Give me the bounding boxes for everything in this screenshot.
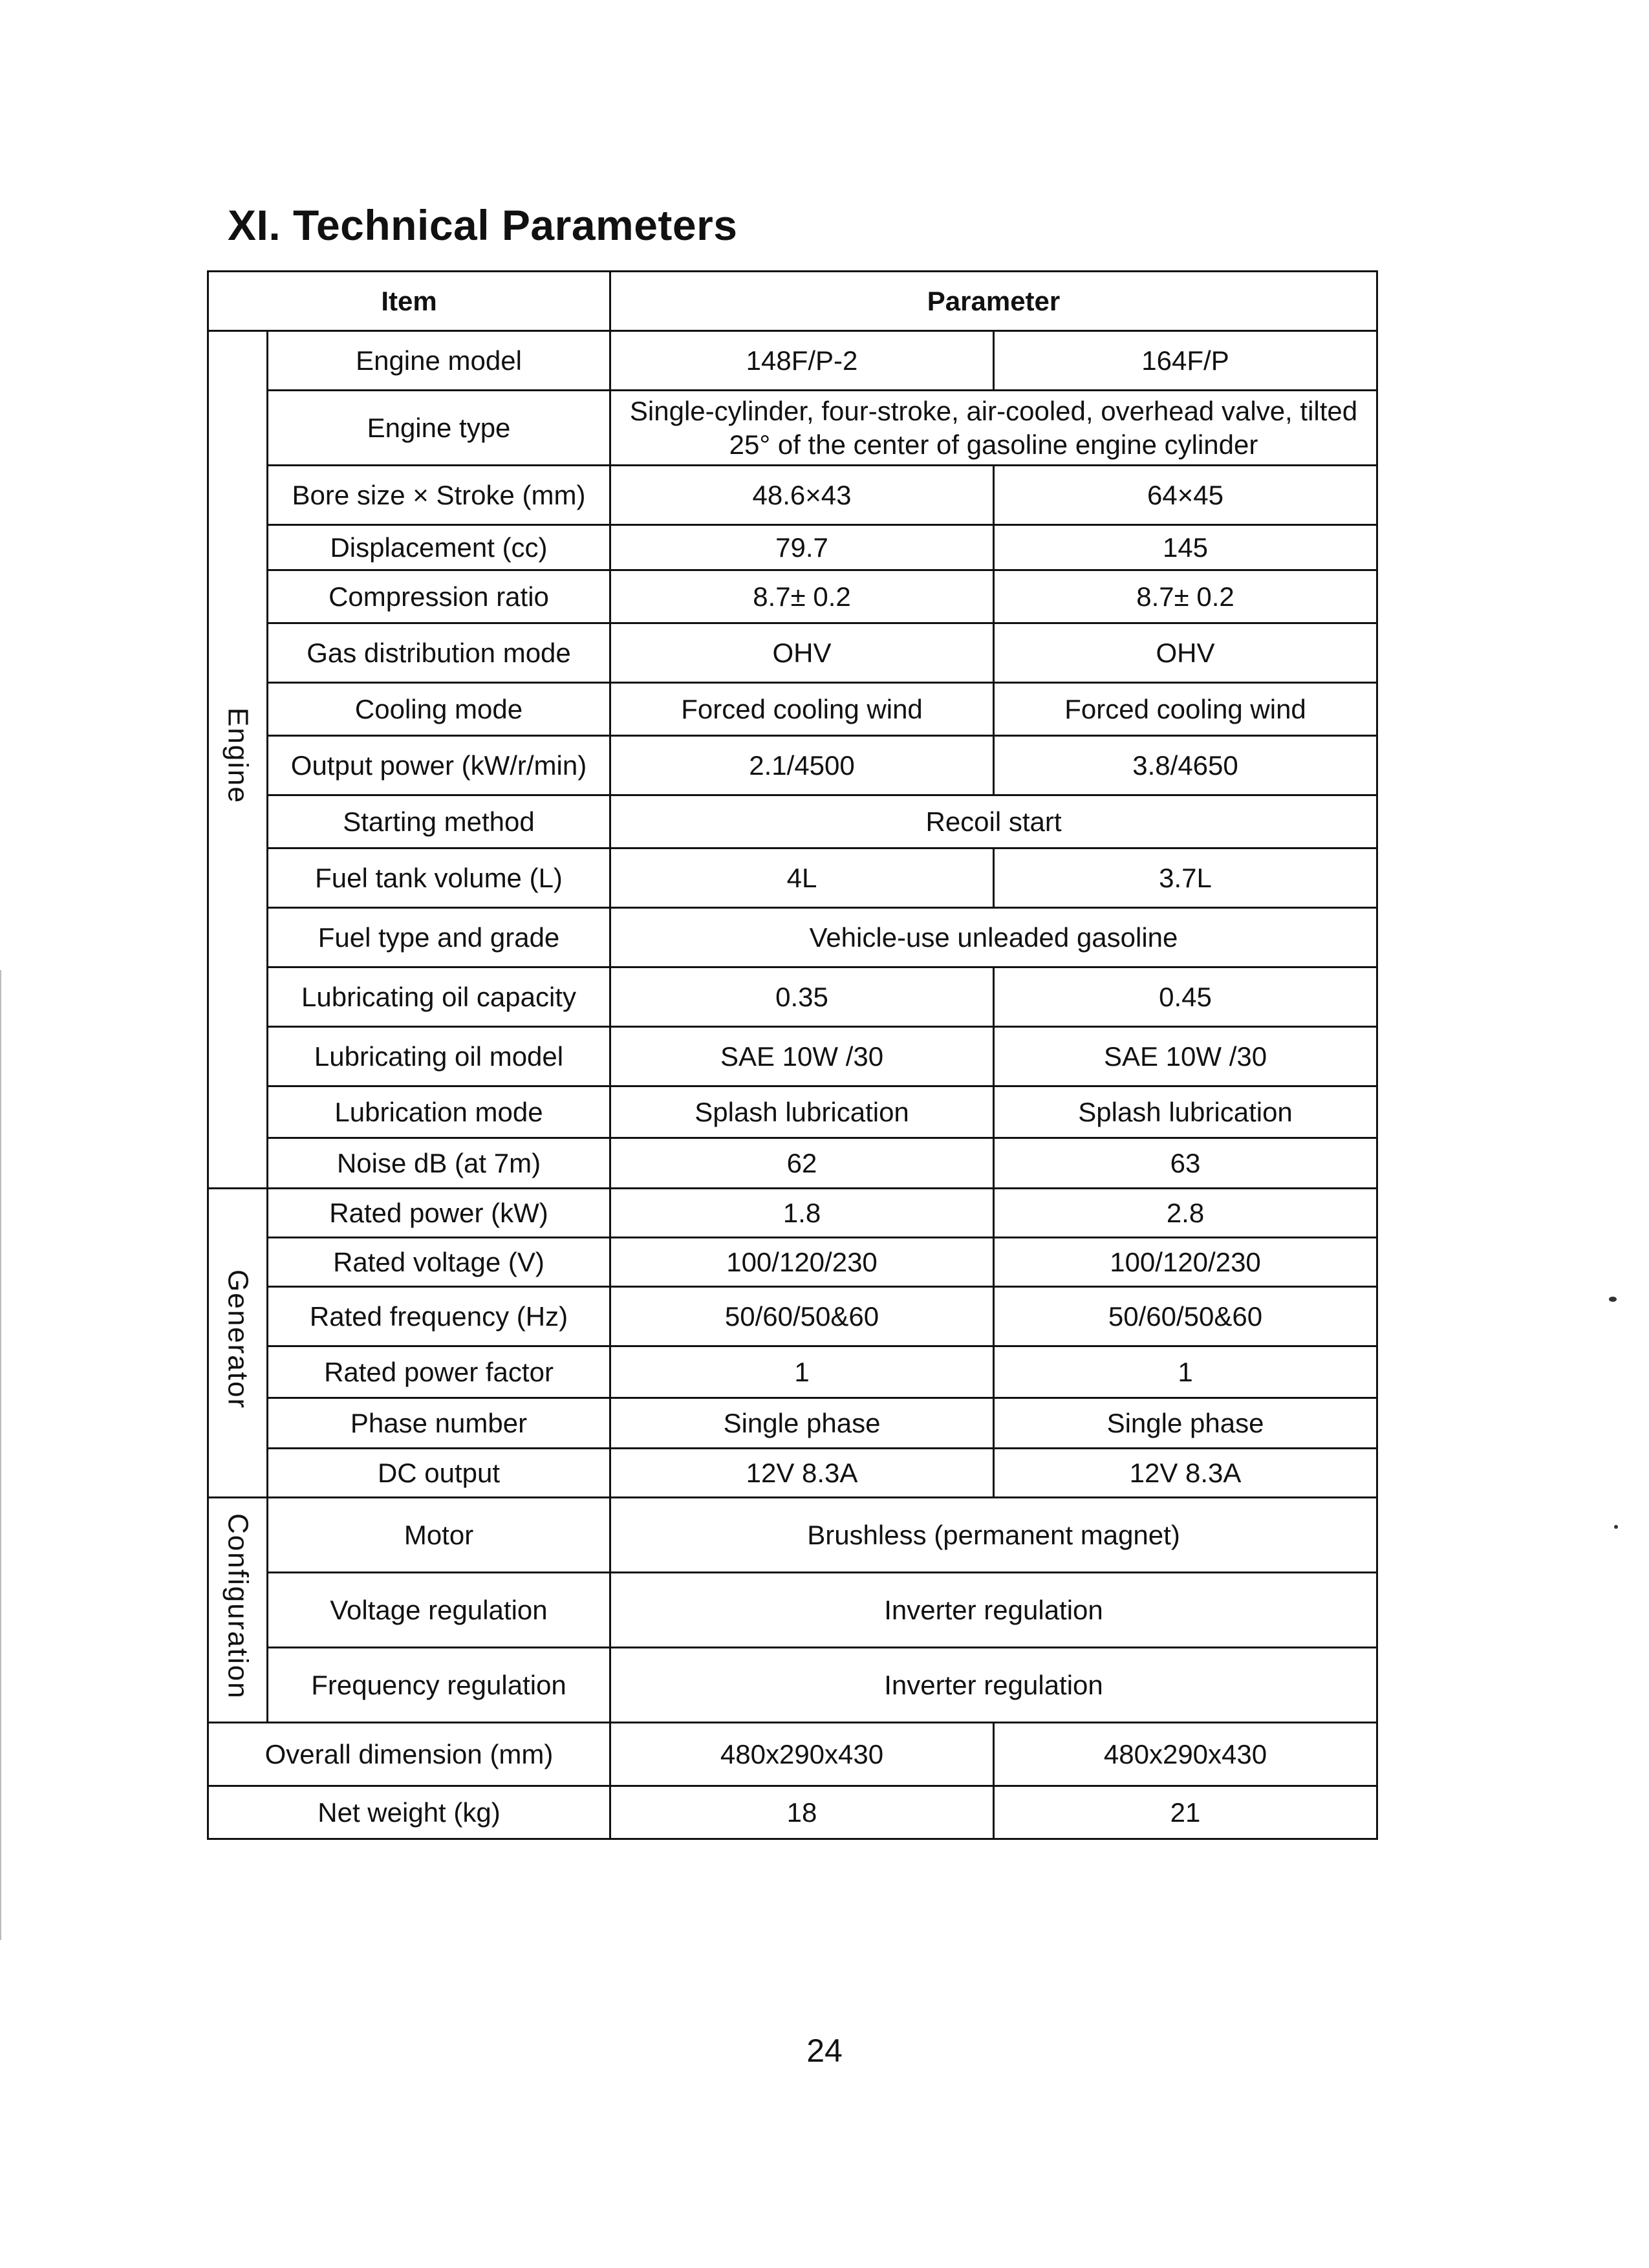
row-value-148fp: 18: [610, 1786, 994, 1839]
row-value-merged: Inverter regulation: [610, 1573, 1377, 1648]
group-engine-label: Engine: [222, 707, 254, 805]
row-value-148fp: Forced cooling wind: [610, 683, 994, 736]
table-row: [208, 1238, 1377, 1287]
row-label: Overall dimension (mm): [208, 1723, 610, 1786]
row-label: Phase number: [268, 1398, 610, 1449]
row-value-148fp: 62: [610, 1138, 994, 1189]
scan-edge-mark: [0, 970, 1, 1940]
row-value-merged: Brushless (permanent magnet): [610, 1498, 1377, 1573]
row-label: Starting method: [268, 795, 610, 848]
table-row: [208, 391, 1377, 466]
row-label: Engine model: [268, 331, 610, 391]
row-value-164fp: 50/60/50&60: [994, 1287, 1377, 1346]
row-value-148fp: 1: [610, 1346, 994, 1398]
row-label: Frequency regulation: [268, 1648, 610, 1723]
technical-parameters-table: [207, 270, 1378, 1840]
row-label: Lubricating oil capacity: [268, 967, 610, 1027]
table-row: [208, 1398, 1377, 1449]
row-label: Bore size × Stroke (mm): [268, 466, 610, 525]
row-value-164fp: 64×45: [994, 466, 1377, 525]
row-value-164fp: 164F/P: [994, 331, 1377, 391]
row-value-148fp: 12V 8.3A: [610, 1449, 994, 1498]
scan-speck: [1614, 1525, 1618, 1529]
table-row: [208, 466, 1377, 525]
row-value-148fp: 50/60/50&60: [610, 1287, 994, 1346]
table-row: [208, 683, 1377, 736]
table-row: [208, 1138, 1377, 1189]
table-row: [208, 1723, 1377, 1786]
row-value-148fp: 79.7: [610, 525, 994, 570]
row-value-148fp: Splash lubrication: [610, 1086, 994, 1138]
row-value-164fp: Splash lubrication: [994, 1086, 1377, 1138]
row-value-148fp: SAE 10W /30: [610, 1027, 994, 1086]
row-label: Engine type: [268, 391, 610, 466]
row-value-merged: Single-cylinder, four-stroke, air-cooled, overhead valve, tilted 25° of the center of gasoline engine cylinder: [610, 391, 1377, 466]
row-value-164fp: 3.8/4650: [994, 736, 1377, 795]
table-row: [208, 525, 1377, 570]
header-parameter: Parameter: [610, 272, 1377, 331]
row-label: Voltage regulation: [268, 1573, 610, 1648]
row-value-164fp: 0.45: [994, 967, 1377, 1027]
table-row: [208, 1086, 1377, 1138]
table-row: [208, 1648, 1377, 1723]
row-value-148fp: 1.8: [610, 1189, 994, 1238]
row-label: Rated power factor: [268, 1346, 610, 1398]
row-label: Compression ratio: [268, 570, 610, 623]
row-value-164fp: 3.7L: [994, 848, 1377, 908]
group-engine: [208, 331, 268, 1189]
row-value-164fp: 1: [994, 1346, 1377, 1398]
row-label: Noise dB (at 7m): [268, 1138, 610, 1189]
table-row: [208, 736, 1377, 795]
group-configuration-label: Configuration: [222, 1513, 254, 1700]
table-row: [208, 1027, 1377, 1086]
row-label: Motor: [268, 1498, 610, 1573]
row-value-164fp: SAE 10W /30: [994, 1027, 1377, 1086]
row-value-164fp: 63: [994, 1138, 1377, 1189]
row-value-148fp: 480x290x430: [610, 1723, 994, 1786]
table-row: [208, 1346, 1377, 1398]
group-configuration: [208, 1498, 268, 1723]
scan-speck: [1609, 1297, 1617, 1302]
row-label: Displacement (cc): [268, 525, 610, 570]
table-header-row: [208, 272, 1377, 331]
row-value-164fp: 8.7± 0.2: [994, 570, 1377, 623]
row-value-164fp: 21: [994, 1786, 1377, 1839]
row-label: Rated frequency (Hz): [268, 1287, 610, 1346]
table-row: [208, 1189, 1377, 1238]
row-value-148fp: 48.6×43: [610, 466, 994, 525]
table-row: [208, 1786, 1377, 1839]
row-value-164fp: 480x290x430: [994, 1723, 1377, 1786]
table-row: [208, 331, 1377, 391]
table-row: [208, 1449, 1377, 1498]
row-label: Fuel type and grade: [268, 908, 610, 967]
page-title: XI. Technical Parameters: [228, 201, 738, 249]
row-value-148fp: 2.1/4500: [610, 736, 994, 795]
row-value-merged: Inverter regulation: [610, 1648, 1377, 1723]
row-label: Cooling mode: [268, 683, 610, 736]
table-row: [208, 795, 1377, 848]
table-row: [208, 1498, 1377, 1573]
row-value-148fp: 148F/P-2: [610, 331, 994, 391]
table-row: [208, 1573, 1377, 1648]
table-row: [208, 848, 1377, 908]
row-label: Lubricating oil model: [268, 1027, 610, 1086]
row-value-merged: Recoil start: [610, 795, 1377, 848]
row-value-164fp: 145: [994, 525, 1377, 570]
page-number: 24: [806, 2033, 843, 2069]
table-row: [208, 570, 1377, 623]
row-label: Rated voltage (V): [268, 1238, 610, 1287]
row-value-148fp: 100/120/230: [610, 1238, 994, 1287]
row-label: DC output: [268, 1449, 610, 1498]
row-value-148fp: Single phase: [610, 1398, 994, 1449]
row-value-164fp: 100/120/230: [994, 1238, 1377, 1287]
row-value-164fp: Single phase: [994, 1398, 1377, 1449]
row-value-164fp: Forced cooling wind: [994, 683, 1377, 736]
table-row: [208, 623, 1377, 683]
row-label: Lubrication mode: [268, 1086, 610, 1138]
row-label: Net weight (kg): [208, 1786, 610, 1839]
row-label: Fuel tank volume (L): [268, 848, 610, 908]
row-value-merged: Vehicle-use unleaded gasoline: [610, 908, 1377, 967]
row-label: Gas distribution mode: [268, 623, 610, 683]
group-generator: [208, 1189, 268, 1498]
table-row: [208, 908, 1377, 967]
row-value-148fp: 4L: [610, 848, 994, 908]
group-generator-label: Generator: [222, 1269, 254, 1409]
header-item: Item: [208, 272, 610, 331]
table-row: [208, 1287, 1377, 1346]
row-value-148fp: OHV: [610, 623, 994, 683]
row-value-164fp: OHV: [994, 623, 1377, 683]
table-row: [208, 967, 1377, 1027]
row-value-148fp: 8.7± 0.2: [610, 570, 994, 623]
row-label: Output power (kW/r/min): [268, 736, 610, 795]
row-label: Rated power (kW): [268, 1189, 610, 1238]
row-value-148fp: 0.35: [610, 967, 994, 1027]
row-value-164fp: 2.8: [994, 1189, 1377, 1238]
row-value-164fp: 12V 8.3A: [994, 1449, 1377, 1498]
